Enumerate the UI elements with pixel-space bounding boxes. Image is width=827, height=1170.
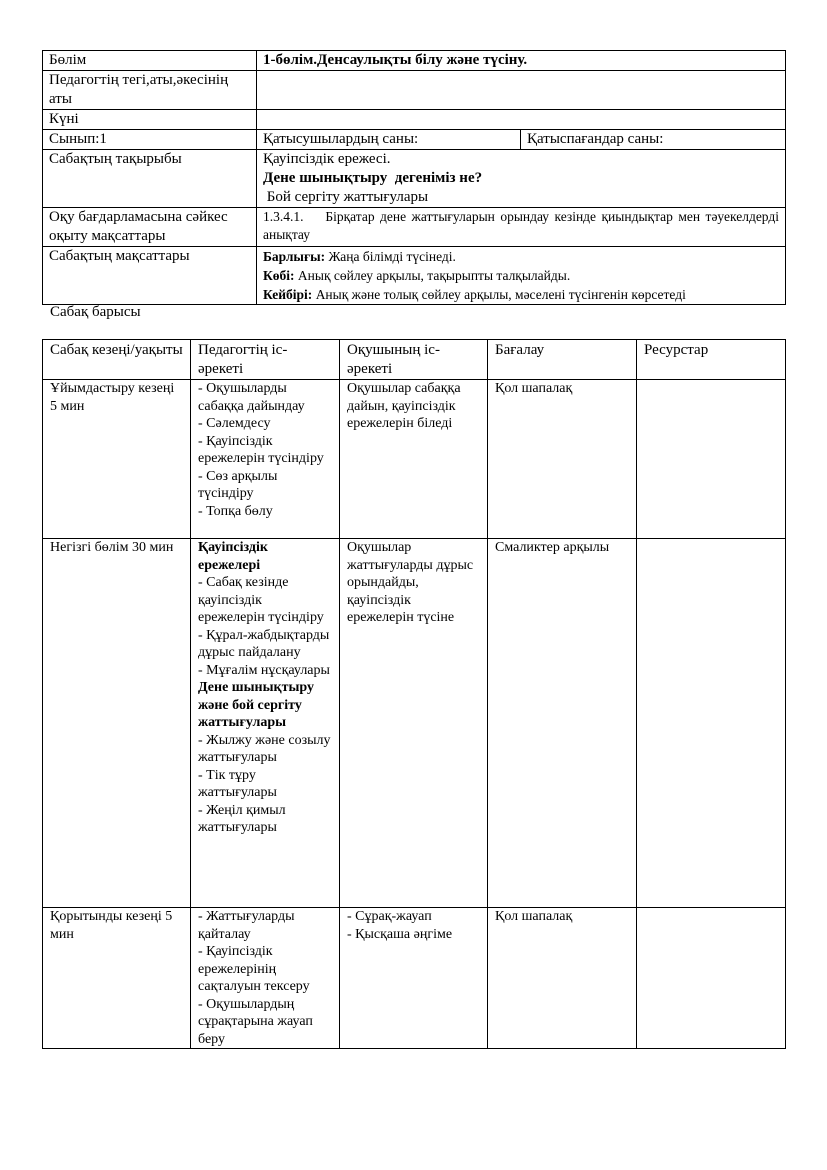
list-item: - Жеңіл қимыл жаттығулары bbox=[198, 802, 286, 835]
assessment-cell: Қол шапалақ bbox=[488, 380, 637, 539]
list-item: - Тік тұру жаттығулары bbox=[198, 767, 277, 800]
student-cell: Оқушылар жаттығуларды дұрыс орындайды, қауіпсіздік ережелерін түсіне bbox=[340, 539, 488, 908]
teacher-cell bbox=[191, 908, 340, 1049]
list-item: - Қысқаша әңгіме bbox=[347, 926, 453, 942]
list-item: - Оқушыларды сабаққа дайындау bbox=[198, 381, 305, 414]
table-row bbox=[43, 908, 786, 1049]
date-row bbox=[43, 110, 786, 130]
topic-value bbox=[257, 150, 786, 208]
list-item: - Құрал-жабдықтарды дұрыс пайдалану bbox=[198, 627, 330, 660]
lesson-progress-caption: Сабақ барысы bbox=[50, 304, 141, 320]
lesson-info-table bbox=[42, 50, 786, 305]
resources-cell bbox=[637, 539, 786, 908]
goal-most-text: Анық сөйлеу арқылы, тақырыпты талқылайды. bbox=[294, 268, 571, 283]
header-resources: Ресурстар bbox=[637, 340, 786, 380]
topic-line-2: Дене шынықтыру дегеніміз не? bbox=[263, 170, 483, 186]
assessment-cell: Смаликтер арқылы bbox=[488, 539, 637, 908]
goals-row bbox=[43, 247, 786, 305]
header-teacher: Педагогтің іс-әрекеті bbox=[191, 340, 340, 380]
list-item: - Сабақ кезінде қауіпсіздік ережелерін түсіндіру bbox=[198, 575, 324, 625]
list-item: - Қауіпсіздік ережелерінің сақталуын тексеру bbox=[198, 944, 310, 994]
date-value[interactable] bbox=[257, 110, 786, 130]
topic-line-1: Қауіпсіздік ережесі. bbox=[263, 151, 391, 167]
resources-cell bbox=[637, 908, 786, 1049]
goal-all-label: Барлығы: bbox=[263, 249, 326, 264]
list-item: - Мұғалім нұсқаулары bbox=[198, 662, 330, 678]
list-item: - Оқушылардың сұрақтарына жауап беру bbox=[198, 996, 313, 1047]
objectives-row bbox=[43, 208, 786, 247]
topic-line-3: Бой сергіту жаттығулары bbox=[263, 189, 429, 205]
section-row bbox=[43, 51, 786, 71]
class-label: Сынып:1 bbox=[43, 130, 257, 150]
topic-label: Сабақтың тақырыбы bbox=[43, 150, 257, 208]
resources-cell bbox=[637, 380, 786, 539]
section-value: 1-бөлім.Денсаулықты білу және түсіну. bbox=[257, 51, 786, 71]
teacher-value[interactable] bbox=[257, 71, 786, 110]
teacher-cell bbox=[191, 380, 340, 539]
goals-label: Сабақтың мақсаттары bbox=[43, 247, 257, 305]
topic-row bbox=[43, 150, 786, 208]
list-item: - Жаттығуларды қайталау bbox=[198, 909, 295, 942]
goal-all bbox=[263, 247, 779, 266]
objectives-value: 1.3.4.1. Бірқатар дене жаттығуларын орындау кезінде қиындықтар мен тәуекелдерді анықтау bbox=[257, 208, 786, 247]
table-row bbox=[43, 539, 786, 908]
teacher-label: Педагогтің тегі,аты,әкесінің аты bbox=[43, 71, 257, 110]
header-student: Оқушының іс-әрекеті bbox=[340, 340, 488, 380]
stage-cell: Негізгі бөлім 30 мин bbox=[43, 539, 191, 908]
list-item: - Жылжу және созылу жаттығулары bbox=[198, 732, 331, 765]
goal-some bbox=[263, 285, 779, 304]
stage-cell: Ұйымдастыру кезеңі 5 мин bbox=[43, 380, 191, 539]
lesson-plan-table bbox=[42, 339, 786, 1049]
lesson-table-header bbox=[43, 340, 786, 380]
stage-cell: Қорытынды кезеңі 5 мин bbox=[43, 908, 191, 1049]
header-assessment: Бағалау bbox=[488, 340, 637, 380]
class-row bbox=[43, 130, 786, 150]
goals-value bbox=[257, 247, 786, 305]
goal-all-text: Жаңа білімді түсінеді. bbox=[325, 249, 456, 264]
list-item: - Сөз арқылы түсіндіру bbox=[198, 468, 278, 501]
goal-some-label: Кейбірі: bbox=[263, 287, 313, 302]
assessment-cell: Қол шапалақ bbox=[488, 908, 637, 1049]
section-label: Бөлім bbox=[43, 51, 257, 71]
goal-most-label: Көбі: bbox=[263, 268, 295, 283]
list-item: - Сұрақ-жауап bbox=[347, 909, 432, 924]
teacher-row bbox=[43, 71, 786, 110]
student-cell: Оқушылар сабаққа дайын, қауіпсіздік ережелерін біледі bbox=[340, 380, 488, 539]
goal-some-text: Анық және толық сөйлеу арқылы, мәселені түсінгенін көрсетеді bbox=[312, 287, 686, 302]
teacher-heading: Қауіпсіздік ережелері bbox=[198, 540, 268, 573]
date-label: Күні bbox=[43, 110, 257, 130]
objectives-label: Оқу бағдарламасына сәйкес оқыту мақсаттары bbox=[43, 208, 257, 247]
student-cell bbox=[340, 908, 488, 1049]
table-row bbox=[43, 380, 786, 539]
list-item: - Топқа бөлу bbox=[198, 503, 273, 519]
teacher-cell bbox=[191, 539, 340, 908]
goal-most bbox=[263, 266, 779, 285]
attendees-label: Қатысушылардың саны: bbox=[257, 130, 521, 150]
teacher-heading: Дене шынықтыру және бой сергіту жаттығулары bbox=[198, 680, 315, 730]
absent-label: Қатыспағандар саны: bbox=[521, 130, 786, 150]
header-stage: Сабақ кезеңі/уақыты bbox=[43, 340, 191, 380]
list-item: - Қауіпсіздік ережелерін түсіндіру bbox=[198, 433, 324, 466]
list-item: - Сәлемдесу bbox=[198, 416, 271, 431]
